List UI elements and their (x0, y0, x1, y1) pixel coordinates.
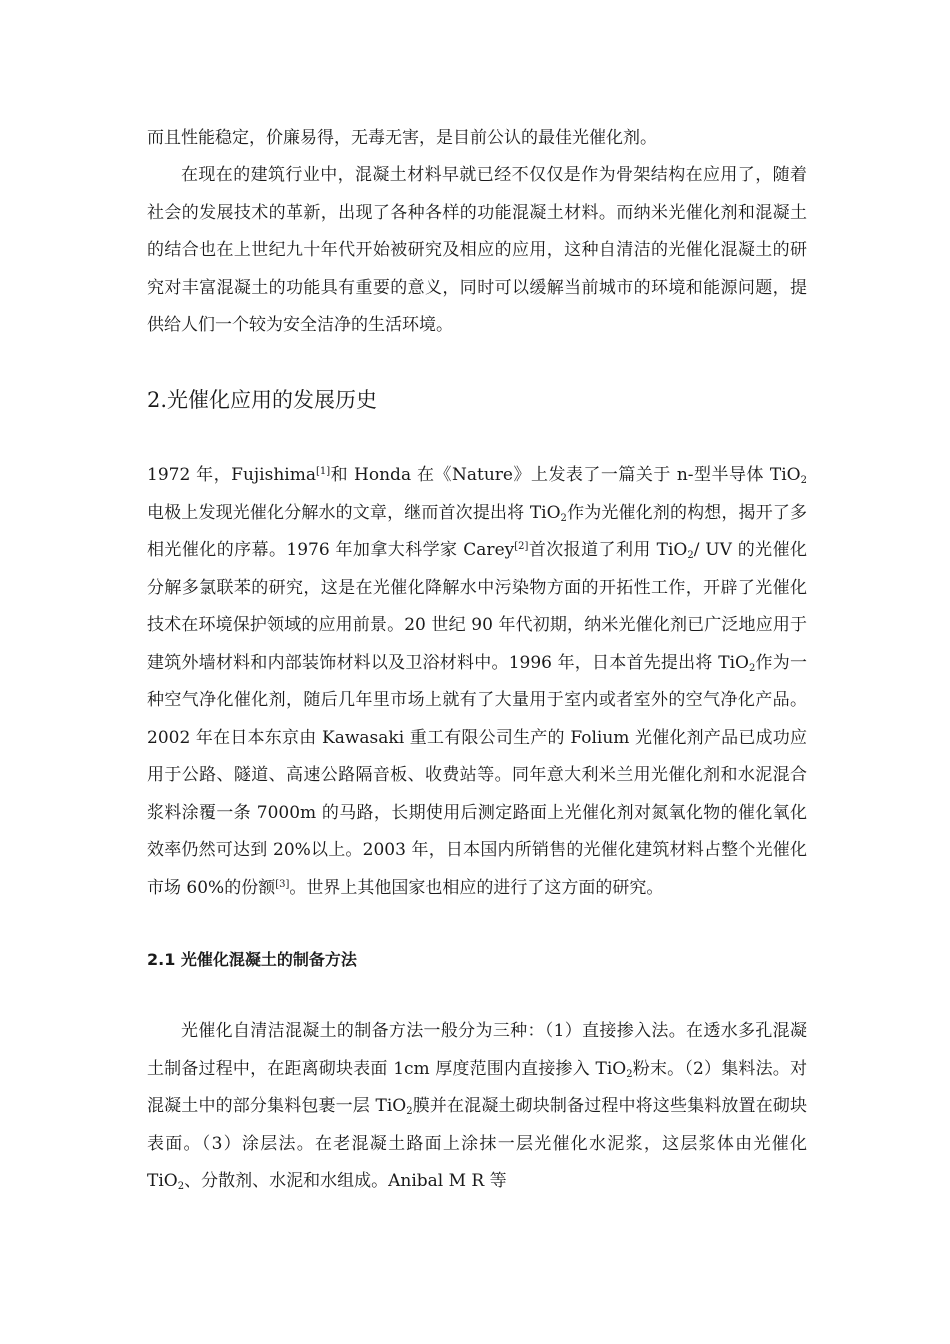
citation-1: [1] (315, 466, 331, 477)
paragraph-intro-end: 而且性能稳定，价廉易得，无毒无害，是目前公认的最佳光催化剂。 (147, 128, 657, 148)
paragraph-history: 1972 年，Fujishima[1]和 Honda 在《Nature》上发表了一篇关于 n-型半导体 TiO$_2$电极上发现光催化分解水的文章，继而首次提出将 TiO$_2$作为光催化剂的构想，揭开了多相光催化的序幕。1976 年加拿大科学家 Carey[2]首次报道了利用 TiO$_2$/ UV 的光催化分解多氯联苯的研究，这是在光催化降解水中污染物方面的开拓性工作，开辟了光催化技术在环境保护领域的应用前景。20 世纪 90 年代初期，纳米光催化剂已广泛地应用于建筑外墙材料和内部装饰材料以及卫浴材料中。1996 年，日本首先提出将 TiO$_2$作为一种空气净化催化剂，随后几年里市场上就有了大量用于室内或者室外的空气净化产品。2002 年在日本东京由 Kawasaki 重工有限公司生产的 Folium 光催化剂产品已成功应用于公路、隧道、高速公路隔音板、收费站等。同年意大利米兰用光催化剂和水泥混合浆料涂覆一条 7000m 的马路，长期使用后测定路面上光催化剂对氮氧化物的催化氧化效率仍然可达到 20%以上。2003 年，日本国内所销售的光催化建筑材料占整个光催化市场 60%的份额[3]。世界上其他国家也相应的进行了这方面的研究。 (147, 465, 808, 898)
section-heading-history: 2.光催化应用的发展历史 (147, 388, 378, 412)
paragraph-preparation: 光催化自清洁混凝土的制备方法一般分为三种：（1）直接掺入法。在透水多孔混凝土制备过程中，在距离砌块表面 1cm 厚度范围内直接掺入 TiO$_2$粉末。（2）集料法。对混凝土中的部分集料包裹一层 TiO$_2$膜并在混凝土砌块制备过程中将这些集料放置在砌块表面。（3）涂层法。在老混凝土路面上涂抹一层光催化水泥浆，这层浆体由光催化 TiO$_2$、分散剂、水泥和水组成。Anibal M R 等 (147, 1021, 807, 1192)
paragraph-concrete-intro: 在现在的建筑行业中，混凝土材料早就已经不仅仅是作为骨架结构在应用了，随着社会的发展技术的革新，出现了各种各样的功能混凝土材料。而纳米光催化剂和混凝土的结合也在上世纪九十年代开始被研究及相应的应用，这种自清洁的光催化混凝土的研究对丰富混凝土的功能具有重要的意义，同时可以缓解当前城市的环境和能源问题，提供给人们一个较为安全洁净的生活环境。 (147, 165, 807, 335)
subsection-heading-preparation: 2.1 光催化混凝土的制备方法 (147, 950, 357, 969)
citation-3: [3] (275, 878, 290, 890)
citation-2: [2] (514, 541, 529, 552)
